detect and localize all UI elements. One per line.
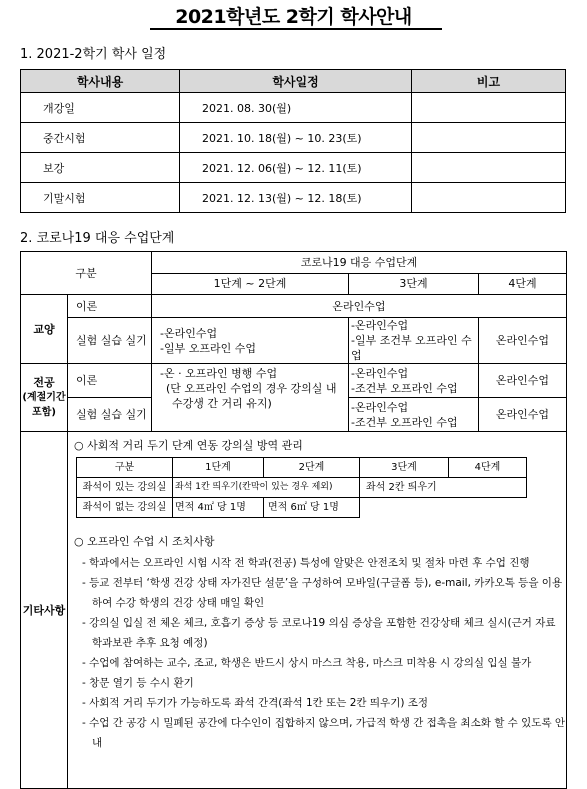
table-row [21, 93, 566, 123]
schedule-cell: 기말시험 [21, 183, 180, 213]
jeongong-sub2: 포함) [32, 407, 56, 418]
gy-practice-1-line1: -온라인수업 [160, 326, 218, 340]
jeongong-sub: (계절기간 [22, 392, 66, 403]
list-item: - 수업에 참여하는 교수, 조교, 학생은 반드시 상시 마스크 착용, 마스크 미착용 시 강의실 입실 불가 [82, 657, 532, 669]
gubun-header: 구분 [21, 252, 152, 295]
offline-measures-list [68, 553, 566, 753]
notes-label: 기타사항 [21, 432, 68, 789]
stage-4: 4단계 [479, 273, 567, 295]
practice-label: 실험 실습 실기 [68, 318, 152, 364]
gy-practice-3 [349, 318, 479, 364]
jg-stage-1-2 [152, 364, 349, 432]
stage-header: 코로나19 대응 수업단계 [152, 252, 567, 274]
schedule-cell: 중간시험 [21, 123, 180, 153]
gyoyang-label: 교양 [21, 295, 68, 364]
jg-theory-3 [349, 364, 479, 398]
distancing-table [76, 457, 527, 518]
notes-cell [68, 432, 567, 789]
schedule-table [20, 69, 566, 213]
theory-label: 이론 [68, 364, 152, 398]
inner-row-label: 좌석이 있는 강의실 [77, 478, 173, 498]
jg-practice-3-line2: -조건부 오프라인 수업 [351, 415, 458, 429]
gy-practice-3-line2: -일부 조건부 오프라인 수업 [351, 334, 472, 362]
distancing-title: ○ 사회적 거리 두기 단계 연동 강의실 방역 관리 [74, 439, 303, 452]
stage-3: 3단계 [349, 273, 479, 295]
inner-row-label: 좌석이 없는 강의실 [77, 498, 173, 518]
schedule-cell [412, 123, 566, 153]
schedule-cell: 보강 [21, 153, 180, 183]
covid-stage-table [20, 251, 567, 789]
jg-line3: 수강생 간 거리 유지) [172, 397, 272, 410]
list-item: - 학과에서는 오프라인 시험 시작 전 학과(전공) 특성에 알맞은 안전조치 및 절차 마련 후 수업 진행 [82, 557, 530, 569]
schedule-cell [412, 93, 566, 123]
schedule-cell: 2021. 12. 13(월) ~ 12. 18(토) [180, 183, 412, 213]
jg-practice-3 [349, 398, 479, 432]
gy-practice-3-line1: -온라인수업 [351, 319, 409, 332]
gy-practice-1-line2: -일부 오프라인 수업 [160, 341, 256, 355]
schedule-header-content: 학사내용 [21, 70, 180, 93]
gy-practice-1 [152, 318, 349, 364]
schedule-cell [412, 183, 566, 213]
list-item: - 창문 열기 등 수시 환기 [82, 677, 194, 689]
jg-practice-4: 온라인수업 [479, 398, 567, 432]
table-row [21, 123, 566, 153]
jg-line1: -온 · 오프라인 병행 수업 [160, 367, 278, 380]
gy-theory-cell: 온라인수업 [152, 295, 567, 318]
inner-header: 4단계 [449, 458, 527, 478]
schedule-header-note: 비고 [412, 70, 566, 93]
list-item: - 강의실 입실 전 체온 체크, 호흡기 증상 등 코로나19 의심 증상을 포함한 건강상태 체크 실시(근거 자료 학과보관 추후 요청 예정) [82, 617, 556, 649]
schedule-cell: 2021. 10. 18(월) ~ 10. 23(토) [180, 123, 412, 153]
schedule-cell: 2021. 08. 30(월) [180, 93, 412, 123]
inner-header: 구분 [77, 458, 173, 478]
table-row [21, 153, 566, 183]
jeongong-title: 전공 [33, 376, 55, 389]
inner-empty [360, 498, 449, 518]
inner-cell: 좌석 2칸 띄우기 [360, 478, 527, 498]
jeongong-label [21, 364, 68, 432]
table-row [21, 183, 566, 213]
schedule-cell: 2021. 12. 06(월) ~ 12. 11(토) [180, 153, 412, 183]
inner-cell: 좌석 1칸 띄우기(칸막이 있는 경우 제외) [173, 478, 360, 498]
stage-1-2: 1단계 ~ 2단계 [152, 273, 349, 295]
jg-line2: (단 오프라인 수업의 경우 강의실 내 [166, 382, 337, 395]
list-item: - 수업 간 공강 시 밀폐된 공간에 다수인이 집합하지 않으며, 가급적 학생 간 접촉을 최소화 할 수 있도록 안내 [82, 717, 566, 749]
jg-theory-3-line1: -온라인수업 [351, 366, 409, 380]
jg-theory-4: 온라인수업 [479, 364, 567, 398]
jg-theory-3-line2: -조건부 오프라인 수업 [351, 381, 458, 395]
inner-cell: 면적 4㎡ 당 1명 [173, 498, 264, 518]
section2-heading: 2. 코로나19 대응 수업단계 [20, 231, 175, 246]
offline-title: ○ 오프라인 수업 시 조치사항 [74, 535, 215, 548]
jg-practice-3-line1: -온라인수업 [351, 400, 409, 414]
gy-practice-4: 온라인수업 [479, 318, 567, 364]
list-item: - 등교 전부터 ‘학생 건강 상태 자가진단 설문’을 구성하여 모바일(구글폼 등), e-mail, 카카오톡 등을 이용하여 수강 학생의 건강 상태 매일 확인 [82, 577, 563, 609]
inner-cell: 면적 6㎡ 당 1명 [264, 498, 360, 518]
practice-label: 실험 실습 실기 [68, 398, 152, 432]
inner-header: 3단계 [360, 458, 449, 478]
inner-empty [449, 498, 527, 518]
schedule-cell [412, 153, 566, 183]
inner-header: 2단계 [264, 458, 360, 478]
list-item: - 사회적 거리 두기가 가능하도록 좌석 간격(좌석 1칸 또는 2칸 띄우기) 조정 [82, 697, 429, 709]
schedule-cell: 개강일 [21, 93, 180, 123]
section1-heading: 1. 2021-2학기 학사 일정 [20, 47, 167, 62]
page-title: 2021학년도 2학기 학사안내 [175, 6, 412, 28]
theory-label: 이론 [68, 295, 152, 318]
title-underline [150, 28, 442, 30]
schedule-header-date: 학사일정 [180, 70, 412, 93]
inner-header: 1단계 [173, 458, 264, 478]
